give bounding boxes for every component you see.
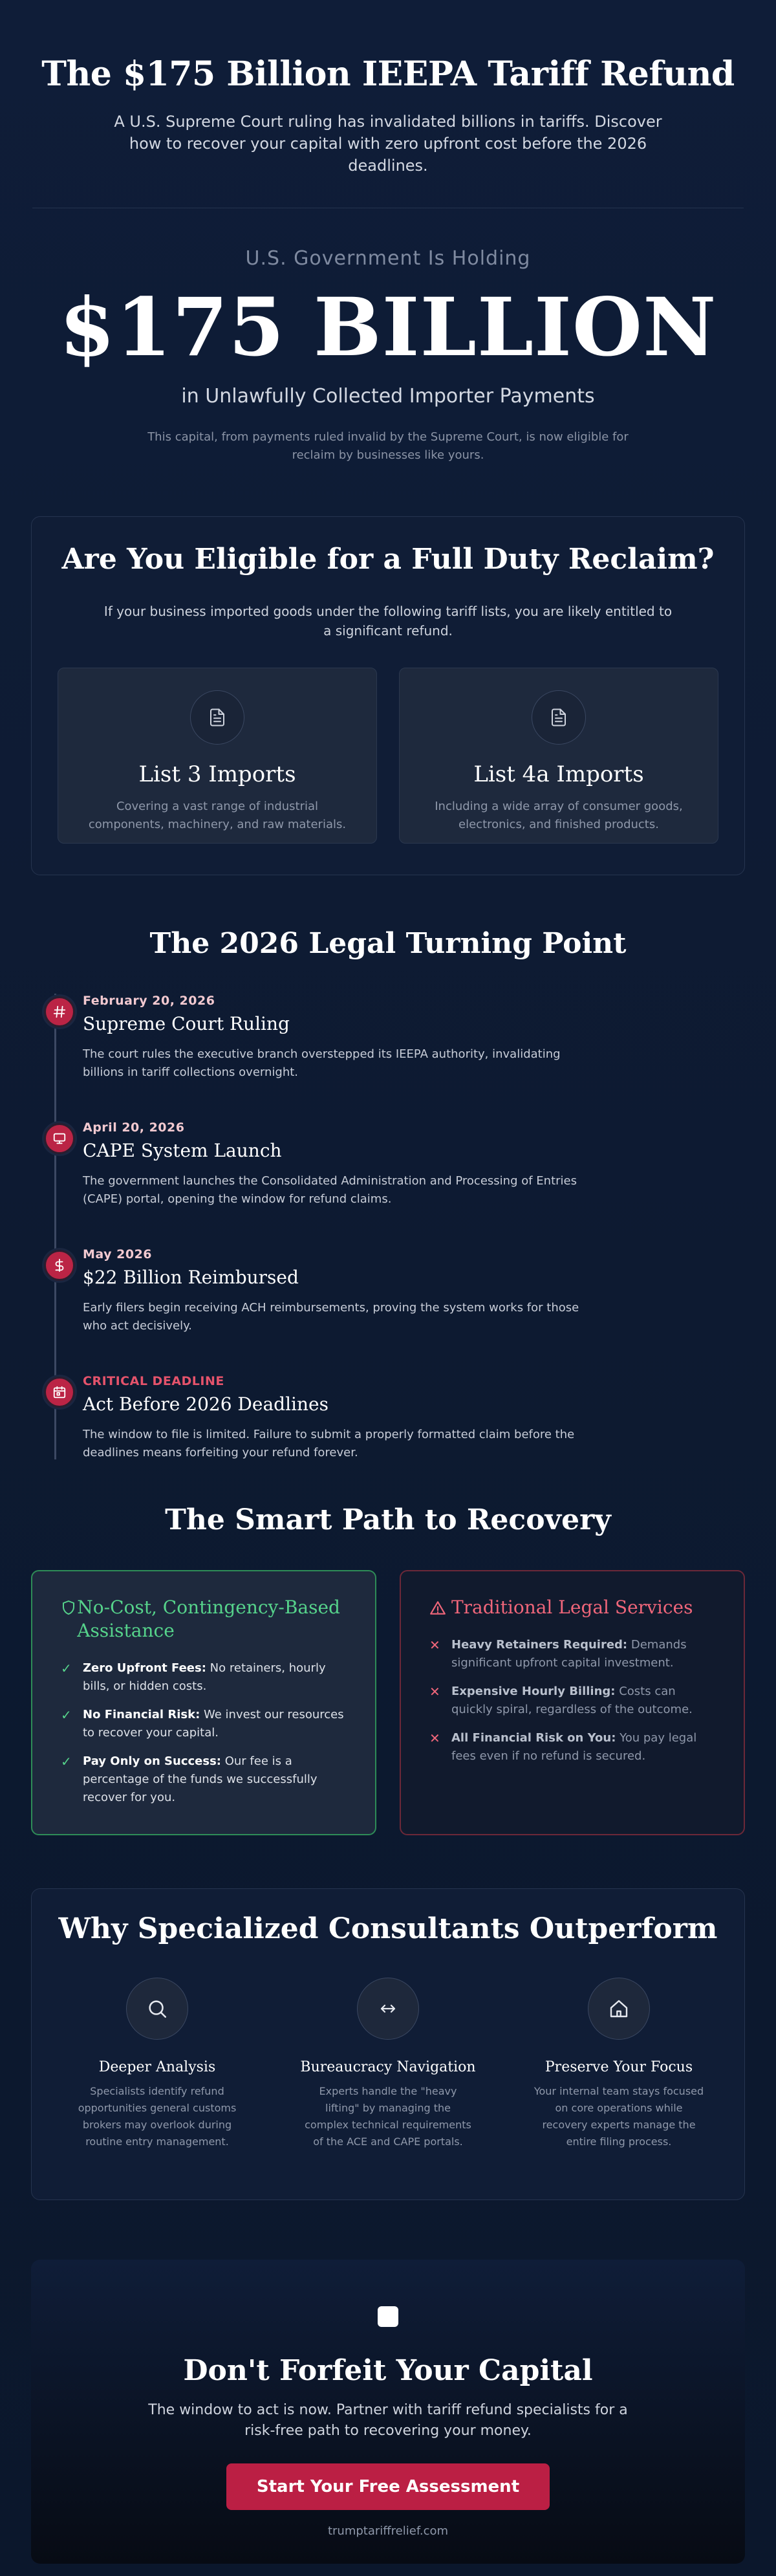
document-icon <box>190 690 244 745</box>
search-icon <box>126 1978 188 2040</box>
holding-posttitle: in Unlawfully Collected Importer Payments <box>181 385 595 408</box>
recovery-comparison <box>31 1570 745 1835</box>
x-icon: ✕ <box>429 1637 440 1653</box>
list-item: ✕ All Financial Risk on You: You pay legal fees even if no refund is secured. <box>429 1729 718 1765</box>
shield-icon <box>61 1600 77 1618</box>
site-url[interactable]: trumptariffrelief.com <box>327 2524 449 2538</box>
why-col-bureaucracy <box>291 1978 485 2150</box>
timeline-heading: $22 Billion Reimbursed <box>83 1267 299 1288</box>
why-col-title: Deeper Analysis <box>98 2059 216 2075</box>
traditional-card <box>400 1570 745 1835</box>
timeline-heading: Supreme Court Ruling <box>83 1013 290 1034</box>
list-item: ✕ Heavy Retainers Required: Demands significant upfront capital investment. <box>429 1636 718 1672</box>
why-col-desc: Your internal team stays focused on core operations while recovery experts manage the entire filing process. <box>534 2085 704 2148</box>
list-item: ✓ Pay Only on Success: Our fee is a percentage of the funds we successfully recover for you. <box>61 1752 349 1807</box>
logo-square-icon <box>378 2306 398 2327</box>
list-item: ✓ Zero Upfront Fees: No retainers, hourly bills, or hidden costs. <box>61 1659 349 1696</box>
hero-subtitle: A U.S. Supreme Court ruling has invalidated billions in tariffs. Discover how to recover your capital with zero upfront cost before the 2026 deadlines. <box>114 113 662 175</box>
timeline-date: CRITICAL DEADLINE <box>83 1374 224 1388</box>
timeline-heading: CAPE System Launch <box>83 1140 282 1161</box>
cta-section <box>31 2260 745 2564</box>
traditional-title: Traditional Legal Services <box>451 1597 693 1618</box>
hash-icon <box>44 996 75 1027</box>
monitor-icon <box>44 1123 75 1154</box>
eligibility-cards <box>32 668 744 844</box>
eligibility-card-desc: Covering a vast range of industrial components, machinery, and raw materials. <box>88 800 347 831</box>
list-item: ✕ Expensive Hourly Billing: Costs can quickly spiral, regardless of the outcome. <box>429 1683 718 1719</box>
timeline-date: May 2026 <box>83 1247 153 1261</box>
why-col-desc: Experts handle the "heavy lifting" by managing the complex technical requirements of the ACE and CAPE portals. <box>305 2085 471 2148</box>
check-icon: ✓ <box>61 1754 72 1769</box>
timeline-date: February 20, 2026 <box>83 994 215 1008</box>
list-item: ✓ No Financial Risk: We invest our resources to recover your capital. <box>61 1706 349 1742</box>
eligibility-lead: If your business imported goods under the following tariff lists, you are likely entitled to a significant refund. <box>103 604 673 639</box>
why-title: Why Specialized Consultants Outperform <box>58 1912 718 1945</box>
timeline-desc: Early filers begin receiving ACH reimbursements, proving the system works for those who act decisively. <box>83 1301 579 1333</box>
arrows-horizontal-icon <box>357 1978 419 2040</box>
holding-note: This capital, from payments ruled invalid by the Supreme Court, is now eligible for reclaim by businesses like yours. <box>147 430 629 462</box>
timeline <box>31 994 745 1479</box>
eligibility-card-list-3 <box>58 668 377 844</box>
cta-text: The window to act is now. Partner with tariff refund specialists for a risk-free path to recovering your money. <box>148 2402 628 2439</box>
check-icon: ✓ <box>61 1707 72 1723</box>
check-icon: ✓ <box>61 1661 72 1676</box>
holding-pretitle: U.S. Government Is Holding <box>245 247 531 270</box>
home-icon <box>588 1978 650 2040</box>
holding-amount: $175 BILLION <box>59 281 717 375</box>
timeline-heading: Act Before 2026 Deadlines <box>83 1393 329 1415</box>
x-icon: ✕ <box>429 1730 440 1746</box>
timeline-date: April 20, 2026 <box>83 1120 185 1135</box>
contingency-card <box>31 1570 376 1835</box>
timeline-desc: The government launches the Consolidated Administration and Processing of Entries (CAPE) portal, opening the window for refund claims. <box>83 1174 577 1206</box>
eligibility-card-title: List 4a Imports <box>473 761 644 787</box>
contingency-title: No-Cost, Contingency-Based Assistance <box>77 1597 340 1641</box>
why-col-analysis <box>60 1978 254 2150</box>
eligibility-title: Are You Eligible for a Full Duty Reclaim? <box>61 543 715 576</box>
holding-section <box>0 208 776 464</box>
cta-title: Don't Forfeit Your Capital <box>183 2354 593 2387</box>
why-panel <box>31 1888 745 2200</box>
warning-icon <box>429 1600 451 1619</box>
recovery-title: The Smart Path to Recovery <box>165 1503 611 1536</box>
dollar-icon <box>44 1250 75 1281</box>
start-assessment-button[interactable]: Start Your Free Assessment <box>226 2463 550 2510</box>
eligibility-card-desc: Including a wide array of consumer goods, electronics, and finished products. <box>435 800 683 831</box>
hero <box>0 0 776 177</box>
timeline-title: The 2026 Legal Turning Point <box>149 927 627 960</box>
why-col-desc: Specialists identify refund opportunities general customs brokers may overlook during routine entry management. <box>78 2085 237 2148</box>
why-col-title: Bureaucracy Navigation <box>300 2059 476 2075</box>
eligibility-card-list-4a <box>399 668 718 844</box>
document-icon <box>532 690 586 745</box>
eligibility-card-title: List 3 Imports <box>138 761 296 787</box>
calendar-icon <box>44 1377 75 1408</box>
eligibility-panel <box>31 516 745 875</box>
why-col-focus <box>522 1978 716 2150</box>
timeline-desc: The window to file is limited. Failure to submit a properly formatted claim before the deadlines means forfeiting your refund forever. <box>83 1428 575 1459</box>
hero-title: The $175 Billion IEEPA Tariff Refund <box>41 54 735 94</box>
x-icon: ✕ <box>429 1684 440 1699</box>
timeline-desc: The court rules the executive branch overstepped its IEEPA authority, invalidating billions in tariff collections overnight. <box>83 1047 561 1079</box>
why-col-title: Preserve Your Focus <box>544 2059 693 2075</box>
